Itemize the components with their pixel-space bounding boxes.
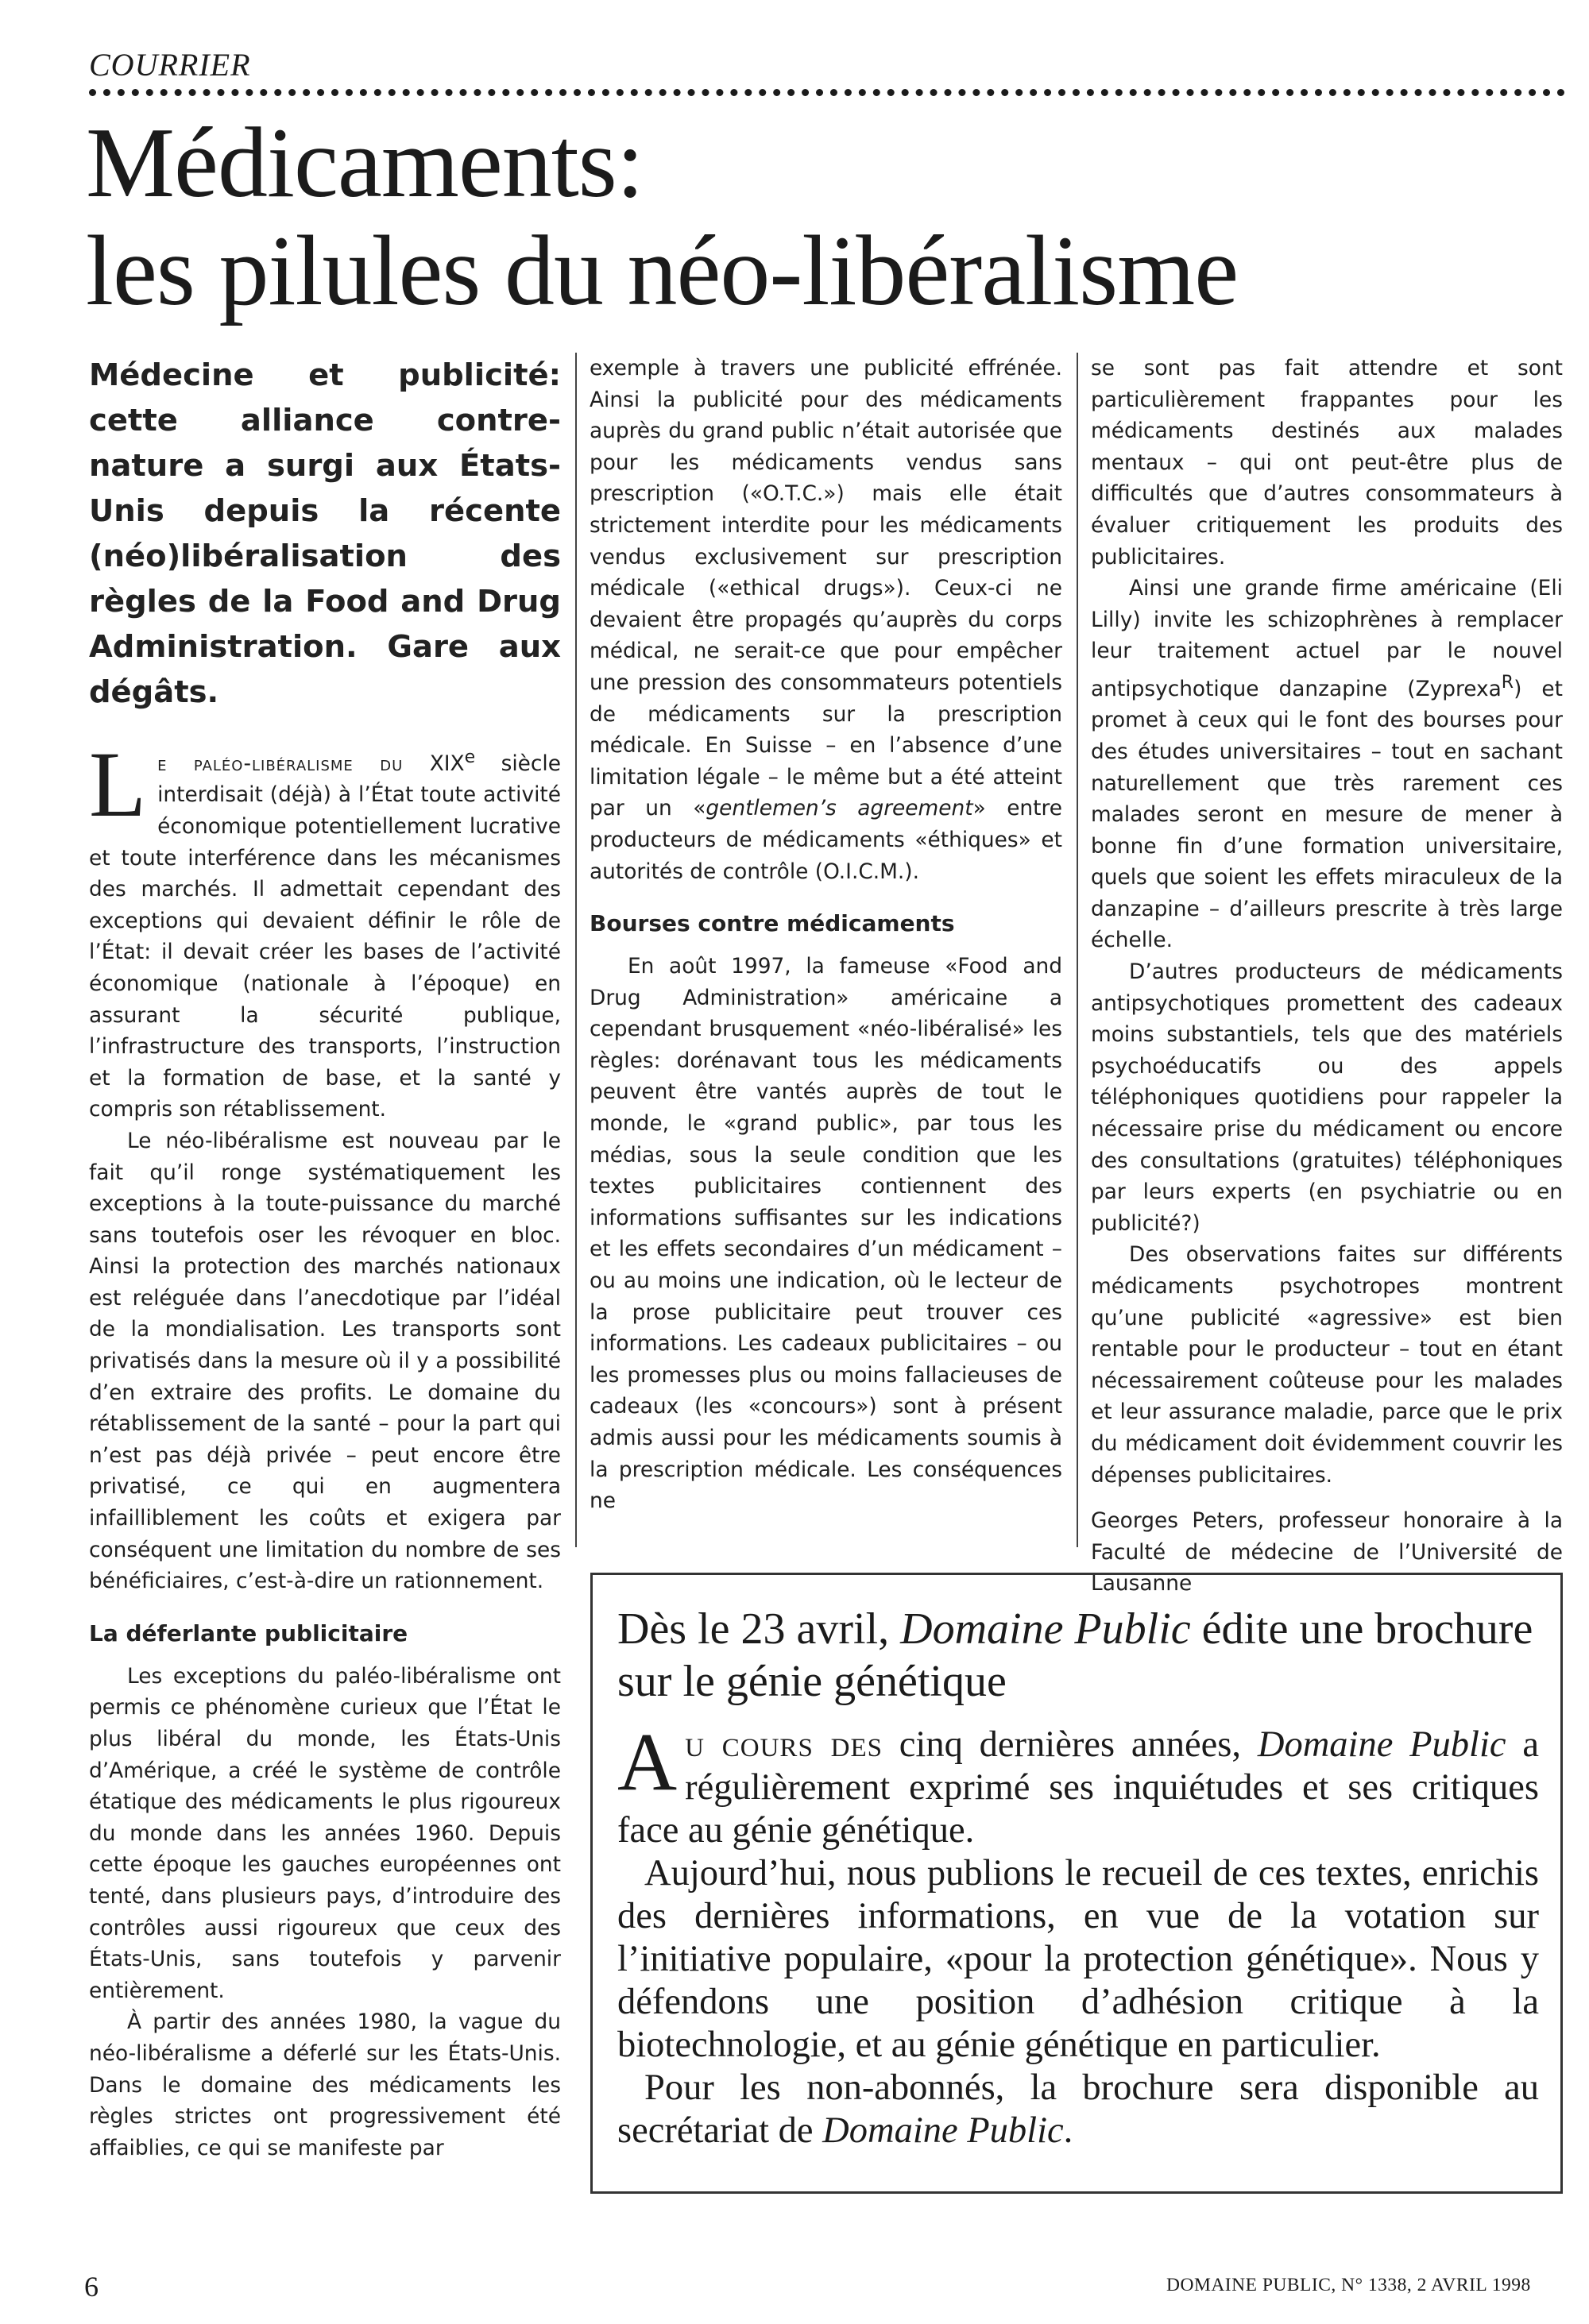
dotted-rule (89, 89, 1565, 96)
century-sup: e (464, 747, 476, 767)
paragraph (617, 1716, 1539, 1852)
section-label: COURRIER (89, 47, 251, 83)
paragraph: À partir des années 1980, la vague du néo-libéralisme a déferlé sur les États-Unis. Dans le domaine des médicaments les règles strictes ont progressivement été affaiblies, ce qui se manifeste par (89, 2009, 561, 2160)
paragraph-text: Ainsi une grande firme américaine (Eli Lilly) invite les schizophrènes à remplacer leur traitement actuel par le nouvel antipsychotique danzapine (Zyprexa (1091, 576, 1563, 701)
paragraph-text: » entre producteurs de médicaments «éthiques» et autorités de contrôle (O.I.C.M.). (590, 796, 1063, 884)
paragraph: Des observations faites sur différents médicaments psychotropes montrent qu’une publicité «agressive» est bien rentable pour le producteur – tout en étant nécessairement coûteuse pour les malades et leur assurance maladie, parce que le prix du médicament doit évidemment couvrir les dépenses publicitaires. (1091, 1242, 1563, 1488)
paragraph-text: ) et promet à ceux qui le font des bourses pour des études universitaires – tout en sachant naturellement que très rarement ces malades seront en mesure de mener à bonne fin d’une formation universitaire, quels que soient les effets miraculeux de la danzapine – d’ailleurs prescrite à très large échelle. (1091, 676, 1563, 953)
paragraph: Le néo-libéralisme est nouveau par le fait qu’il ronge systématiquement les exceptions à la toute-puissance du marché sans toutefois oser les révoquer en bloc. Ainsi la protection des marchés nationaux est reléguée dans l’anecdotique par l’idéal de la mondialisation. Les transports sont privatisés dans la mesure où il y a possibilité d’en extraire des profits. Le domaine du rétablissement de la santé – pour la part qui n’est pas déjà privée – peut encore être privatisé, ce qui en augmentera infailliblement les coûts et exigera par conséquent une limitation du nombre de ses bénéficiaires, c’est-à-dire un rationnement. (89, 1128, 561, 1594)
paragraph: En août 1997, la fameuse «Food and Drug Administration» américaine a cependant brusquement «néo-libéralisé» les règles: dorénavant tous les médicaments peuvent être vantés auprès de tout le monde, le «grand public», par tous les médias, sous la seule condition que les textes publicitaires contiennent des informations suffisantes sur les indications et les effets secondaires d’un médicament – ou au moins une indication, où le lecteur de la prose publicitaire peut trouver ces informations. Les cadeaux publicitaires – ou les promesses plus ou moins fallacieuses de cadeaux (les «concours») sont à présent admis aussi pour les médicaments soumis à la prescription médicale. Les conséquences ne (590, 954, 1062, 1514)
lede: Médecine et publicité: cette alliance contre-nature a surgi aux États-Unis depuis la récente (néo)libéralisation des règles de la Food and Drug Administration. Gare aux dégâts. (89, 357, 561, 710)
paragraph-text: cinq dernières années, (882, 1724, 1258, 1765)
column-rule (1077, 353, 1078, 1547)
paragraph-text: . (1063, 2110, 1073, 2151)
publication-name: Domaine Public (900, 1604, 1191, 1654)
publication-name: Domaine Public (822, 2110, 1064, 2151)
subheading: Bourses contre médicaments (590, 910, 955, 937)
headline-line-1: Médicaments: (86, 108, 644, 218)
announcement-body (617, 1716, 1539, 2152)
column-3 (1091, 353, 1563, 1600)
running-footer: DOMAINE PUBLIC, N° 1338, 2 AVRIL 1998 (1166, 2275, 1531, 2295)
registered-sup: R (1501, 672, 1514, 693)
drop-cap: A (617, 1716, 678, 1808)
paragraph-text: siècle interdisait (déjà) à l’État toute activité économique potentiellement lucrative et toute interférence dans les mécanismes des marchés. Il admettait cependant des exceptions qui devaient définir le rôle de l’État: il devait créer les bases de l’activité économique (nationale à l’époque) en assurant la sécurité publique, l’infrastructure des transports, l’instruction et la formation de base, et la santé y compris son rétablissement. (89, 751, 561, 1122)
paragraph: se sont pas fait attendre et sont particulièrement frappantes pour les médicaments destinés aux malades mentaux – qui ont peut-être plus de difficultés que d’autres consommateurs à évaluer critiquement les produits des publicitaires. (1091, 356, 1563, 569)
lead-in-smallcaps: e paléo-libéralisme du (157, 751, 430, 776)
century: XIX (429, 751, 465, 776)
lead-in-smallcaps: u cours des (685, 1724, 883, 1765)
title-text: édite une brochure sur le génie génétique (617, 1604, 1533, 1706)
column-2 (590, 353, 1062, 1517)
headline-line-2: les pilules du néo-libéralisme (86, 216, 1239, 326)
paragraph (89, 732, 561, 1125)
headline (86, 110, 1516, 326)
column-rule (575, 353, 577, 1547)
page-number: 6 (84, 2271, 99, 2303)
paragraph: Aujourd’hui, nous publions le recueil de ces textes, enrichis des dernières informations, en vue de la votation sur l’initiative populaire, «pour la protection génétique». Nous y défendons une position d’adhésion critique à la biotechnologie, et au génie génétique en particulier. (617, 1853, 1539, 2065)
paragraph: D’autres producteurs de médicaments antipsychotiques promettent des cadeaux moins substantiels, tels que des matériels psychoéducatifs ou des appels téléphoniques quotidiens pour rappeler la nécessaire prise du médicament ou encore des consultations (gratuites) téléphoniques par leurs experts (en psychiatrie ou en publicité?) (1091, 959, 1563, 1236)
subheading: La déferlante publicitaire (89, 1619, 408, 1646)
announcement-title (617, 1603, 1539, 1708)
italic-phrase: gentlemen’s agreement (706, 796, 973, 821)
paragraph-text: Pour les non-abonnés, la brochure sera disponible au secrétariat de (617, 2067, 1539, 2151)
drop-cap: L (89, 732, 147, 836)
paragraph (617, 2067, 1539, 2152)
column-1 (89, 732, 561, 2164)
paragraph (590, 353, 1062, 887)
paragraph-text: a régulièrement exprimé ses inquiétudes et ses critiques face au génie génétique. (617, 1724, 1539, 1851)
author-signature: Georges Peters, professeur honoraire à la Faculté de médecine de l’Université de Lausanne (1091, 1508, 1563, 1596)
title-text: Dès le 23 avril, (617, 1604, 901, 1654)
paragraph: Les exceptions du paléo-libéralisme ont permis ce phénomène curieux que l’État le plus libéral du monde, les États-Unis d’Amérique, a créé le système de contrôle étatique des médicaments le plus rigoureux du monde dans les années 1960. Depuis cette époque les gauches européennes ont tenté, dans plusieurs pays, d’introduire des contrôles aussi rigoureux que ceux des États-Unis, sans toutefois y parvenir entièrement. (89, 1663, 561, 2003)
publication-name: Domaine Public (1257, 1724, 1506, 1765)
paragraph (1091, 573, 1563, 956)
paragraph-text: exemple à travers une publicité effrénée. Ainsi la publicité pour des médicaments auprès du grand public n’était autorisée que pour les médicaments vendus sans prescription («O.T.C.») mais elle était strictement interdite pour les médicaments vendus exclusivement sur prescription médicale («ethical drugs»). Ceux-ci ne devaient être propagés qu’auprès du corps médical, ne serait-ce que pour empêcher une pression des consommateurs potentiels de médicaments sur la prescription médicale. En Suisse – en l’absence d’une limitation légale – le même but a été atteint par un « (590, 356, 1062, 821)
